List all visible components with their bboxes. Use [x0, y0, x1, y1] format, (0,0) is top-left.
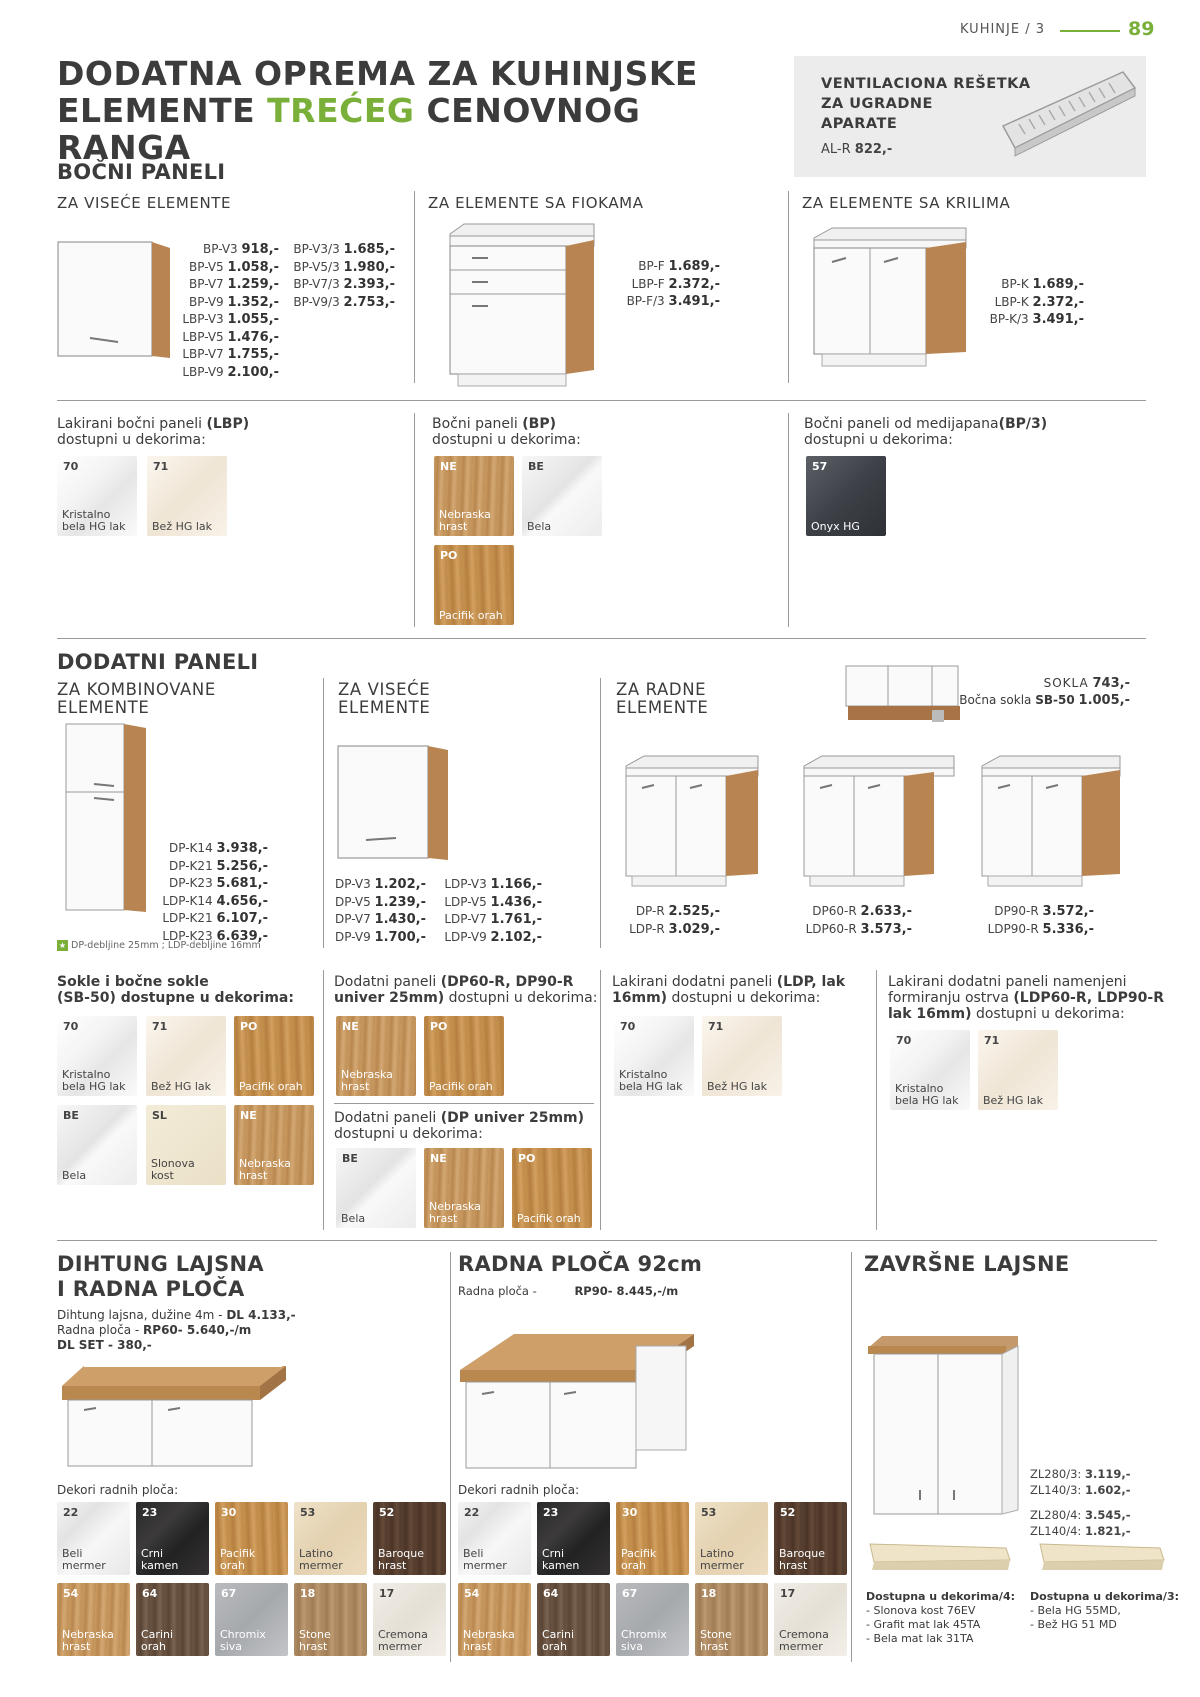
dodatni-d3-title: Lakirani dodatni paneli (LDP, lak 16mm) dostupni u dekorima:	[612, 974, 846, 1006]
price-row: BP-K 1.689,-	[1001, 277, 1084, 292]
star-icon: ★	[58, 941, 67, 950]
wall-cabinet-image	[56, 240, 174, 360]
decor-swatch: 70 Kristalno bela HG lak	[890, 1030, 970, 1110]
worktop-swatch: 54 Nebraska hrast	[458, 1583, 531, 1656]
divider	[334, 1103, 594, 1104]
sokla-prices: SOKLA 743,- Bočna sokla SB-50 1.005,-	[959, 676, 1130, 708]
divider	[414, 191, 415, 383]
price-row: LDP90-R 5.336,-	[987, 921, 1094, 937]
finishing-strip-cabinet-image	[866, 1330, 1026, 1520]
price-row: LDP-V7 1.761,-	[444, 912, 542, 927]
decor-swatch: SL Slonova kost	[146, 1105, 226, 1185]
price-row: DP90-R 3.572,-	[994, 904, 1094, 919]
dodatni-col2-prices-a	[330, 876, 426, 946]
dodatni-r2-prices	[796, 903, 912, 938]
price-row: LBP-V5 1.476,-	[182, 329, 279, 345]
worktop-swatch: 30 Pacifik orah	[215, 1502, 288, 1575]
dihtung-title: DIHTUNG LAJSNA I RADNA PLOČA	[57, 1252, 264, 1301]
worktop-swatch: 64 Carini orah	[537, 1583, 610, 1656]
price-row: LBP-K 2.372,-	[994, 294, 1084, 310]
dodatni-col2-prices-b	[438, 876, 542, 946]
price-row: LDP-V3 1.166,-	[444, 877, 542, 892]
worktop-swatch: 64 Carini orah	[136, 1583, 209, 1656]
bocni-col1-prices-b	[285, 241, 395, 311]
divider	[414, 413, 415, 627]
decor-swatch: NE Nebraska hrast	[234, 1105, 314, 1185]
price-row: DP-V3 1.202,-	[335, 877, 426, 892]
dodatni-d5-title: Dodatni paneli (DP univer 25mm) dostupni u dekorima:	[334, 1110, 585, 1142]
decor-swatch: 57 Onyx HG	[806, 456, 886, 536]
worktop-swatch: 18 Stone hrast	[294, 1583, 367, 1656]
radna-dekori-label: Dekori radnih ploča:	[458, 1483, 580, 1497]
radna-prices: Radna ploča - RP90- 8.445,-/m	[458, 1284, 679, 1298]
price-row: LDP-V9 2.102,-	[444, 929, 542, 945]
decor-swatch: 70 Kristalno bela HG lak	[57, 1016, 137, 1096]
decor-swatch: 70 Kristalno bela HG lak	[614, 1016, 694, 1096]
price-row: ZL280/3: 3.119,-	[1030, 1467, 1131, 1481]
worktop-swatch: 30 Pacifik orah	[616, 1502, 689, 1575]
sokla-image	[844, 664, 964, 726]
vent-price	[821, 142, 892, 157]
worktop-swatch: 52 Baroque hrast	[774, 1502, 847, 1575]
dodatni-col1-prices	[150, 840, 268, 945]
price-row: BP-V3 918,-	[203, 242, 279, 257]
price-row: LBP-V3 1.055,-	[182, 312, 279, 327]
section-label: KUHINJE / 3	[960, 22, 1045, 37]
title-line-2	[57, 92, 777, 166]
price-row: BP-V3/3 1.685,-	[293, 242, 395, 257]
header-rule	[1060, 30, 1120, 32]
wall-panel-image	[336, 744, 452, 864]
price-row: ZL280/4: 3.545,-	[1030, 1508, 1131, 1522]
divider	[57, 1240, 1157, 1241]
divider	[57, 638, 1146, 639]
decor-swatch: 71 Bež HG lak	[702, 1016, 782, 1096]
bocni-dec2-title: Bočni paneli (BP) dostupni u dekorima:	[432, 416, 581, 448]
decor-swatch: BE Bela	[522, 456, 602, 536]
dodatni-r3-prices	[976, 903, 1094, 938]
price-row: BP-V7/3 2.393,-	[293, 277, 395, 292]
bocni-title: BOČNI PANELI	[57, 160, 226, 184]
decor-swatch: BE Bela	[336, 1148, 416, 1228]
bocni-col1-title: ZA VISEĆE ELEMENTE	[57, 194, 232, 212]
worktop-swatch: 52 Baroque hrast	[373, 1502, 446, 1575]
decor-swatch: 71 Bež HG lak	[147, 456, 227, 536]
page-number: 89	[1128, 18, 1155, 40]
dodatni-col3-title: ZA RADNE ELEMENTE	[616, 680, 709, 717]
dihtung-dekori-label: Dekori radnih ploča:	[57, 1483, 179, 1497]
tall-panel-image	[64, 722, 148, 914]
dodatni-r1-prices	[612, 903, 720, 938]
worktop-swatch: 23 Crni kamen	[136, 1502, 209, 1575]
decor-swatch: PO Pacifik orah	[424, 1016, 504, 1096]
vent-title-1: VENTILACIONA REŠETKA	[821, 76, 1031, 92]
panel-thickness-note: ★ DP-debljine 25mm ; LDP-debljine 16mm	[58, 940, 261, 951]
zavrsne-title: ZAVRŠNE LAJSNE	[864, 1252, 1070, 1276]
decor-swatch: BE Bela	[57, 1105, 137, 1185]
worktop-swatch: 22 Beli mermer	[458, 1502, 531, 1575]
worktop-swatch: 22 Beli mermer	[57, 1502, 130, 1575]
zavrsne-avail3: Dostupna u dekorima/3: - Bela HG 55MD, - Bež HG 51 MD	[1030, 1590, 1180, 1631]
dodatni-d2-title: Dodatni paneli (DP60-R, DP90-R univer 25mm) dostupni u dekorima:	[334, 974, 598, 1006]
worktop-swatch: 18 Stone hrast	[695, 1583, 768, 1656]
zavrsne-prices	[1030, 1466, 1131, 1539]
price-row: LDP-K21 6.107,-	[162, 911, 268, 926]
bocni-dec3-title: Bočni paneli od medijapana(BP/3) dostupni u dekorima:	[804, 416, 1048, 448]
bocni-col3-prices	[980, 276, 1084, 329]
price-row: LDP-R 3.029,-	[629, 921, 720, 937]
divider	[788, 413, 789, 627]
divider	[323, 970, 324, 1230]
drawer-cabinet-image	[442, 222, 602, 388]
price-row: ZL140/3: 1.602,-	[1030, 1483, 1131, 1497]
page-header	[960, 20, 1170, 40]
bocni-dec1-title: Lakirani bočni paneli (LBP) dostupni u dekorima:	[57, 416, 250, 448]
dihtung-prices: Dihtung lajsna, dužine 4m - DL 4.133,- Radna ploča - RP60- 5.640,-/m DL SET - 380,-	[57, 1308, 296, 1352]
decor-swatch: NE Nebraska hrast	[434, 456, 514, 536]
divider	[323, 678, 324, 948]
price-row: DP-K14 3.938,-	[169, 841, 268, 856]
decor-swatch: PO Pacifik orah	[512, 1148, 592, 1228]
worktop-swatch: 54 Nebraska hrast	[57, 1583, 130, 1656]
vent-grille-image	[999, 66, 1139, 158]
finishing-strip-3-image	[1036, 1540, 1166, 1576]
title-part-a: ELEMENTE	[57, 91, 268, 130]
price-row: DP-R 2.525,-	[635, 904, 720, 919]
bocni-col3-title: ZA ELEMENTE SA KRILIMA	[802, 194, 1011, 212]
worktop-swatch: 23 Crni kamen	[537, 1502, 610, 1575]
dodatni-col2-title: ZA VISEĆE ELEMENTE	[338, 680, 431, 717]
decor-swatch: NE Nebraska hrast	[336, 1016, 416, 1096]
decor-swatch: PO Pacifik orah	[434, 545, 514, 625]
worktop-swatch: 17 Cremona mermer	[373, 1583, 446, 1656]
price-row: DP60-R 2.633,-	[812, 904, 912, 919]
door-cabinet-image	[812, 226, 974, 370]
title-part-green: TREĆEG	[267, 91, 415, 130]
vent-title-2: ZA UGRADNE	[821, 96, 933, 112]
price-row: DP-V5 1.239,-	[335, 894, 426, 910]
divider	[876, 970, 877, 1230]
bocni-col2-prices	[610, 258, 720, 311]
price-row: ZL140/4: 1.821,-	[1030, 1524, 1131, 1538]
price-row: LBP-F 2.372,-	[631, 276, 720, 292]
divider	[57, 400, 1146, 401]
worktop-92-image	[456, 1330, 700, 1470]
divider	[600, 678, 601, 948]
title-line-1: DODATNA OPREMA ZA KUHINJSKE	[57, 54, 698, 93]
price-row: DP-K21 5.256,-	[169, 858, 268, 874]
decor-swatch: NE Nebraska hrast	[424, 1148, 504, 1228]
divider	[600, 970, 601, 1230]
price-row: DP-V9 1.700,-	[335, 929, 426, 945]
dodatni-d4-title: Lakirani dodatni paneli namenjeni formiranju ostrva (LDP60-R, LDP90-R lak 16mm) dostupni u dekorima:	[888, 974, 1164, 1022]
price-row: LDP-K23 6.639,-	[162, 928, 268, 944]
vent-code: AL-R	[821, 142, 851, 157]
price-row: BP-V5/3 1.980,-	[293, 259, 395, 275]
base-cabinet-image	[980, 754, 1124, 890]
dodatni-col1-title: ZA KOMBINOVANE ELEMENTE	[57, 680, 216, 717]
radna-title: RADNA PLOČA 92cm	[458, 1252, 703, 1276]
price-row: LBP-V7 1.755,-	[182, 347, 279, 362]
price-row: LBP-V9 2.100,-	[182, 364, 279, 380]
vent-title-3: APARATE	[821, 116, 898, 132]
price-row: BP-V9/3 2.753,-	[293, 294, 395, 310]
worktop-swatch: 67 Chromix siva	[616, 1583, 689, 1656]
base-cabinet-image	[624, 754, 762, 890]
divider	[450, 1252, 451, 1662]
price-row: LDP-K14 4.656,-	[162, 893, 268, 909]
price-row: LDP-V5 1.436,-	[444, 894, 542, 910]
decor-swatch: 70 Kristalno bela HG lak	[57, 456, 137, 536]
decor-swatch: 71 Bež HG lak	[978, 1030, 1058, 1110]
dodatni-d1-title: Sokle i bočne sokle (SB-50) dostupne u dekorima:	[57, 974, 294, 1006]
title-part-b: CENOVNOG RANGA	[57, 91, 641, 167]
dodatni-title: DODATNI PANELI	[57, 650, 259, 674]
price-row: LDP60-R 3.573,-	[805, 921, 912, 937]
price-row: BP-F/3 3.491,-	[626, 294, 720, 309]
worktop-swatch: 17 Cremona mermer	[774, 1583, 847, 1656]
bocni-col2-title: ZA ELEMENTE SA FIOKAMA	[428, 194, 644, 212]
zavrsne-avail4: Dostupna u dekorima/4: - Slonova kost 76EV - Grafit mat lak 45TA - Bela mat lak 31TA	[866, 1590, 1016, 1645]
worktop-swatch: 67 Chromix siva	[215, 1583, 288, 1656]
vent-box	[794, 56, 1146, 177]
finishing-strip-4-image	[866, 1540, 1012, 1576]
worktop-seal-image	[60, 1360, 290, 1468]
bocni-col1-prices-a	[175, 241, 279, 381]
worktop-swatch: 53 Latino mermer	[294, 1502, 367, 1575]
worktop-swatch: 53 Latino mermer	[695, 1502, 768, 1575]
price-row: BP-V5 1.058,-	[189, 259, 279, 275]
divider	[851, 1252, 852, 1662]
price-row: BP-V7 1.259,-	[189, 277, 279, 292]
base-cabinet-image	[802, 754, 958, 890]
vent-price-value: 822,-	[854, 142, 893, 157]
price-row: DP-V7 1.430,-	[335, 912, 426, 927]
divider	[788, 191, 789, 383]
price-row: DP-K23 5.681,-	[169, 876, 268, 891]
price-row: BP-F 1.689,-	[638, 259, 720, 274]
price-row: BP-V9 1.352,-	[189, 294, 279, 310]
decor-swatch: 71 Bež HG lak	[146, 1016, 226, 1096]
page-title	[57, 55, 777, 166]
decor-swatch: PO Pacifik orah	[234, 1016, 314, 1096]
price-row: BP-K/3 3.491,-	[989, 312, 1084, 327]
